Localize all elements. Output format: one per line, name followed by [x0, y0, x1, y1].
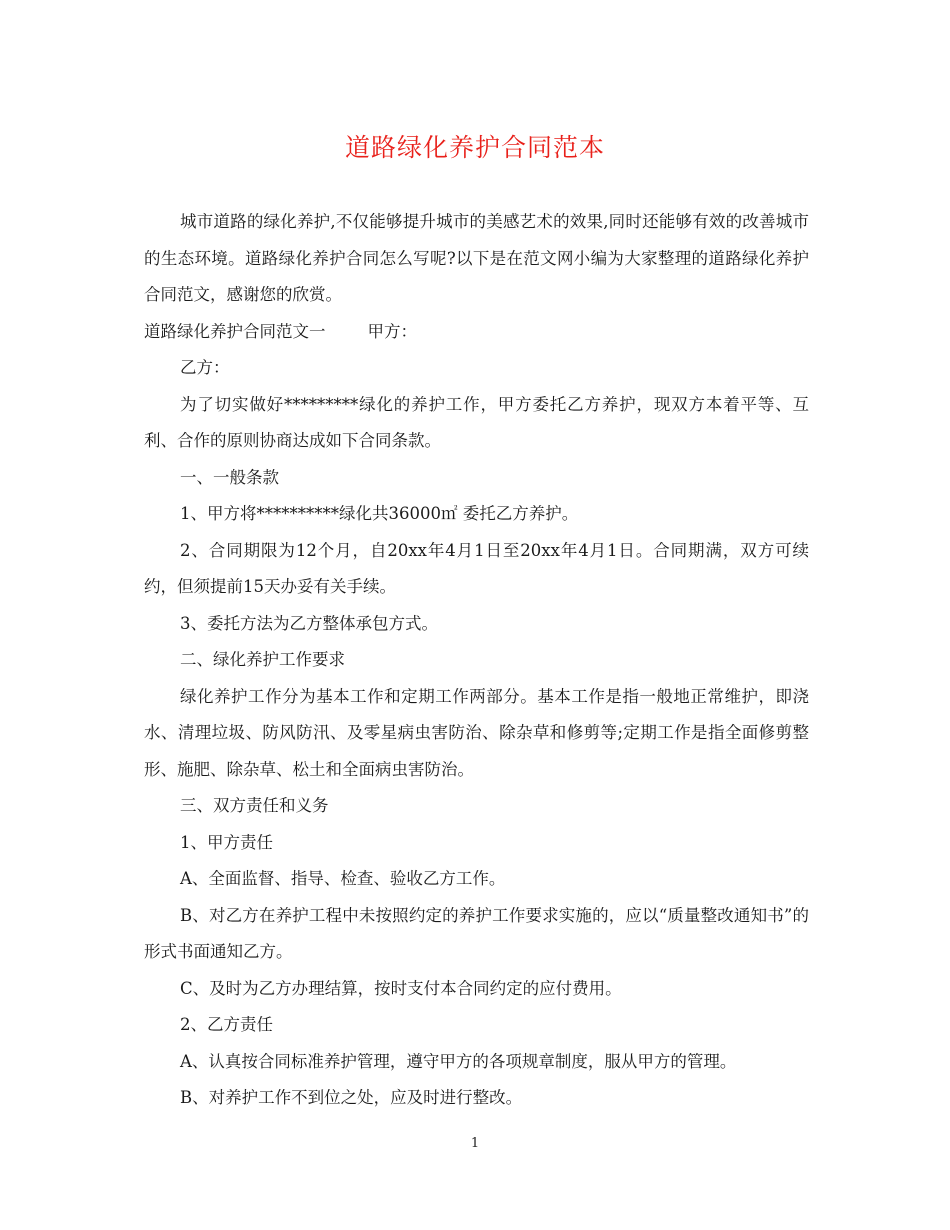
paragraph: 3、委托方法为乙方整体承包方式。	[180, 613, 438, 633]
section-heading: 一、一般条款	[180, 467, 279, 487]
document-title: 道路绿化养护合同范本	[344, 133, 605, 162]
paragraph: A、全面监督、指导、检查、验收乙方工作。	[180, 869, 506, 888]
paragraph: B、对养护工作不到位之处，应及时进行整改。	[180, 1088, 523, 1107]
paragraph: 乙方：	[180, 358, 230, 377]
paragraph: 城市道路的绿化养护,不仅能够提升城市的美感艺术的效果,同时还能够有效的改善城市的生态环境。道路绿化养护合同怎么写呢?以下是在范文网小编为大家整理的道路绿化养护合同范文，感谢您的欣赏。	[144, 212, 809, 304]
page-number: 1	[470, 1136, 480, 1151]
paragraph: B、对乙方在养护工程中未按照约定的养护工作要求实施的，应以“质量整改通知书”的形式书面通知乙方。	[144, 905, 809, 961]
document-body	[144, 204, 809, 1117]
paragraph: 绿化养护工作分为基本工作和定期工作两部分。基本工作是指一般地正常维护，即浇水、清理垃圾、防风防汛、及零星病虫害防治、除杂草和修剪等;定期工作是指全面修剪整形、施肥、除杂草、松土和全面病虫害防治。	[144, 686, 809, 779]
paragraph: C、及时为乙方办理结算，按时支付本合同约定的应付费用。	[180, 978, 622, 998]
subsection-heading: 2、乙方责任	[180, 1015, 273, 1034]
paragraph: 为了切实做好*********绿化的养护工作，甲方委托乙方养护，现双方本着平等、互利、合作的原则协商达成如下合同条款。	[144, 394, 809, 450]
paragraph: 道路绿化养护合同范文一 甲方：	[144, 321, 417, 341]
section-heading: 二、绿化养护工作要求	[180, 650, 345, 669]
paragraph: A、认真按合同标准养护管理，遵守甲方的各项规章制度，服从甲方的管理。	[180, 1051, 737, 1071]
paragraph: 1、甲方将**********绿化共36000㎡ 委托乙方养护。	[180, 504, 579, 523]
paragraph: 2、合同期限为12个月，自20xx年4月1日至20xx年4月1日。合同期满，双方可续约，但须提前15天办妥有关手续。	[144, 540, 809, 596]
subsection-heading: 1、甲方责任	[180, 832, 273, 852]
section-heading: 三、双方责任和义务	[180, 796, 329, 815]
